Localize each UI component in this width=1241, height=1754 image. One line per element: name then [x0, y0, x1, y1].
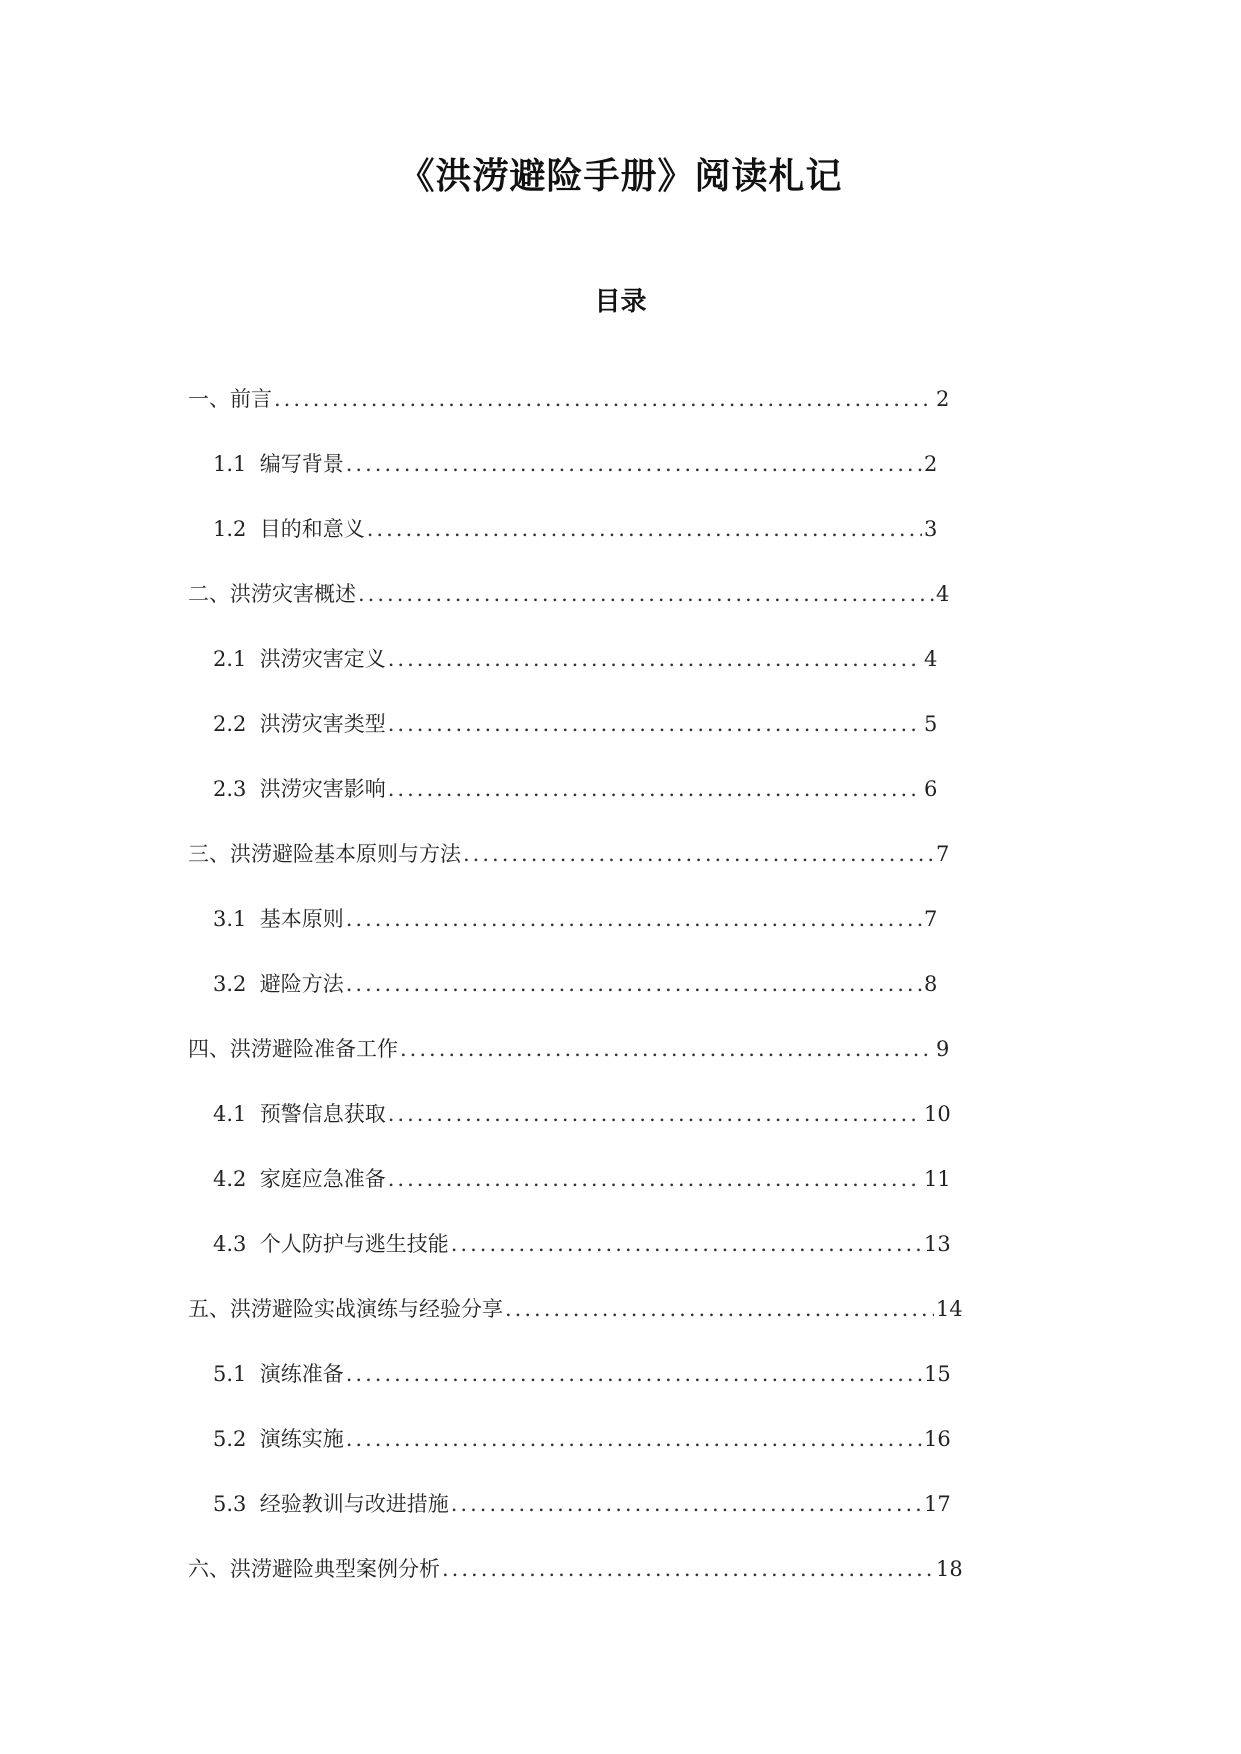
toc-entry-page-number: 10 — [924, 1102, 951, 1126]
toc-entry-title: 洪涝避险准备工作 — [230, 1037, 398, 1061]
toc-entry-number: 3.1 — [213, 907, 260, 931]
toc-entry-title: 基本原则 — [259, 907, 344, 931]
toc-entry-title: 演练准备 — [259, 1362, 344, 1386]
toc-entry-title: 洪涝避险实战演练与经验分享 — [230, 1297, 503, 1321]
toc-entry-page-number: 7 — [936, 842, 950, 866]
toc-dot-leader — [346, 969, 922, 999]
toc-entry[interactable] — [188, 969, 948, 1034]
toc-entry-number: 一、 — [188, 387, 230, 411]
toc-entry-title: 家庭应急准备 — [259, 1167, 386, 1191]
toc-entry-page-number: 11 — [924, 1167, 951, 1191]
toc-entry[interactable] — [188, 1424, 951, 1489]
toc-entry[interactable] — [188, 774, 948, 839]
toc-entry[interactable] — [188, 1294, 963, 1359]
toc-entry[interactable] — [188, 514, 948, 579]
toc-entry-number: 5.1 — [213, 1362, 260, 1386]
toc-entry[interactable] — [188, 709, 948, 774]
toc-entry-title: 洪涝避险典型案例分析 — [230, 1557, 440, 1581]
toc-dot-leader — [388, 644, 922, 674]
toc-entry[interactable] — [188, 1034, 948, 1099]
toc-entry-number: 4.3 — [213, 1232, 260, 1256]
toc-entry-title: 前言 — [230, 387, 272, 411]
toc-entry-page-number: 6 — [924, 777, 938, 801]
toc-entry-number: 五、 — [188, 1297, 230, 1321]
toc-entry-number: 3.2 — [213, 972, 260, 996]
toc-dot-leader — [346, 1359, 922, 1389]
toc-dot-leader — [388, 1164, 922, 1194]
toc-entry-title: 个人防护与逃生技能 — [259, 1232, 449, 1256]
toc-entry-page-number: 5 — [924, 712, 938, 736]
toc-entry-page-number: 15 — [924, 1362, 951, 1386]
toc-entry-title: 经验教训与改进措施 — [259, 1492, 449, 1516]
toc-dot-leader — [274, 384, 934, 414]
toc-entry-page-number: 2 — [936, 387, 950, 411]
toc-entry-page-number: 16 — [924, 1427, 951, 1451]
toc-dot-leader — [346, 1424, 922, 1454]
toc-entry-number: 三、 — [188, 842, 230, 866]
toc-entry-page-number: 14 — [936, 1297, 963, 1321]
toc-entry-page-number: 18 — [936, 1557, 963, 1581]
toc-dot-leader — [367, 514, 922, 544]
toc-entry-page-number: 3 — [924, 517, 938, 541]
toc-entry-number: 二、 — [188, 582, 230, 606]
toc-entry[interactable] — [188, 1164, 951, 1229]
toc-heading: 目录 — [594, 287, 647, 317]
toc-entry-title: 目的和意义 — [259, 517, 365, 541]
toc-dot-leader — [442, 1554, 934, 1584]
toc-entry-title: 编写背景 — [259, 452, 344, 476]
toc-entry-title: 洪涝灾害影响 — [259, 777, 386, 801]
toc-entry[interactable] — [188, 1229, 951, 1294]
toc-entry[interactable] — [188, 449, 948, 514]
toc-entry[interactable] — [188, 839, 948, 904]
toc-entry[interactable] — [188, 1489, 951, 1554]
toc-entry-page-number: 2 — [924, 452, 938, 476]
toc-entry[interactable] — [188, 644, 948, 709]
toc-dot-leader — [400, 1034, 934, 1064]
toc-entry-title: 洪涝灾害类型 — [259, 712, 386, 736]
toc-entry-page-number: 9 — [936, 1037, 950, 1061]
toc-dot-leader — [451, 1229, 922, 1259]
toc-entry-title: 避险方法 — [259, 972, 344, 996]
toc-entry-page-number: 7 — [924, 907, 938, 931]
toc-entry[interactable] — [188, 384, 948, 449]
toc-entry-number: 5.2 — [213, 1427, 260, 1451]
toc-entry-number: 四、 — [188, 1037, 230, 1061]
toc-dot-leader — [451, 1489, 922, 1519]
toc-dot-leader — [388, 709, 922, 739]
toc-entry-title: 洪涝灾害概述 — [230, 582, 356, 606]
toc-entry-title: 演练实施 — [259, 1427, 344, 1451]
toc-entry-page-number: 4 — [924, 647, 938, 671]
toc-entry-title: 预警信息获取 — [259, 1102, 386, 1126]
toc-dot-leader — [388, 1099, 922, 1129]
table-of-contents — [188, 384, 963, 1619]
toc-entry-number: 2.3 — [213, 777, 260, 801]
toc-dot-leader — [388, 774, 922, 804]
toc-dot-leader — [463, 839, 934, 869]
toc-entry-title: 洪涝避险基本原则与方法 — [230, 842, 461, 866]
toc-entry-number: 六、 — [188, 1557, 230, 1581]
toc-entry-number: 5.3 — [213, 1492, 260, 1516]
toc-entry-number: 1.2 — [213, 517, 260, 541]
toc-dot-leader — [346, 449, 922, 479]
toc-entry-page-number: 17 — [924, 1492, 951, 1516]
toc-entry-number: 4.2 — [213, 1167, 260, 1191]
toc-entry[interactable] — [188, 904, 948, 969]
toc-dot-leader — [358, 579, 934, 609]
toc-entry-number: 2.2 — [213, 712, 260, 736]
toc-entry-number: 2.1 — [213, 647, 260, 671]
toc-entry[interactable] — [188, 579, 948, 644]
toc-entry-page-number: 4 — [936, 582, 950, 606]
document-title: 《洪涝避险手册》阅读札记 — [398, 155, 843, 197]
toc-entry-number: 4.1 — [213, 1102, 260, 1126]
toc-dot-leader — [346, 904, 922, 934]
toc-dot-leader — [505, 1294, 934, 1324]
toc-entry-page-number: 8 — [924, 972, 938, 996]
toc-entry-number: 1.1 — [213, 452, 260, 476]
toc-entry[interactable] — [188, 1554, 963, 1619]
toc-entry-page-number: 13 — [924, 1232, 951, 1256]
toc-entry[interactable] — [188, 1359, 951, 1424]
toc-entry[interactable] — [188, 1099, 951, 1164]
toc-entry-title: 洪涝灾害定义 — [259, 647, 386, 671]
